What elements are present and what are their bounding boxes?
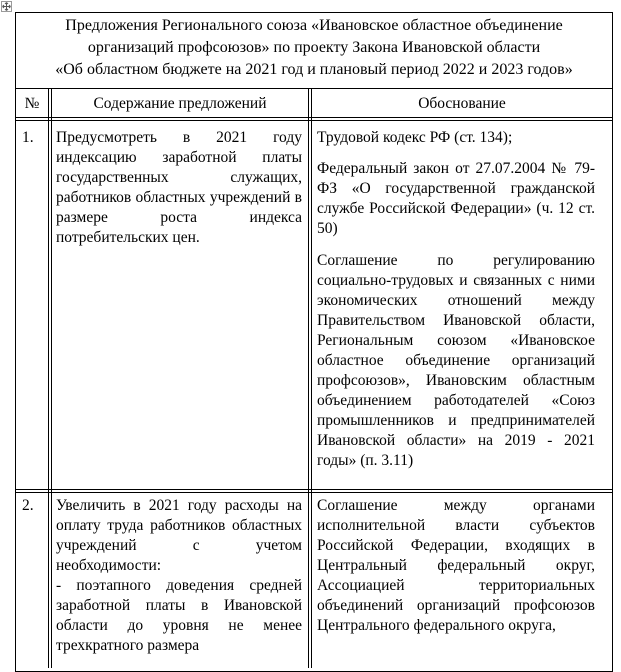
row-content — [56, 496, 302, 656]
row-content: Предусмотреть в 2021 году индексацию заработной платы государственных служащих, работников областных учреждений в размере роста индекса потребительских цен. — [56, 129, 302, 246]
header-basis: Обоснование — [418, 95, 506, 112]
document-title — [16, 15, 612, 81]
table-divider — [15, 489, 613, 490]
table-divider — [15, 492, 613, 493]
content-paragraph: - поэтапного доведения средней заработной платы в Ивановской области до уровня не менее трехкратного размера — [56, 577, 302, 654]
title-line: Предложения Регионального союза «Ивановское областное объединение — [65, 17, 563, 34]
table-divider — [15, 88, 613, 89]
column-divider — [311, 88, 312, 668]
title-line: «Об областном бюджете на 2021 год и плановый период 2022 и 2023 годов» — [55, 61, 573, 78]
column-divider — [48, 88, 49, 668]
basis-paragraph: Соглашение по регулированию социально-трудовых и связанных с ними экономических отношений между Правительством Ивановской области, Региональным союзом «Ивановское областное объединение организаций профсоюзов», Ивановским областным объединением работодателей «Союз промышленников и предпринимателей Ивановской области» на 2019 - 2021 годы» (п. 3.11) — [317, 252, 595, 469]
basis-paragraph: Трудовой кодекс РФ (ст. 134); — [317, 129, 513, 146]
column-divider — [308, 88, 309, 668]
header-content: Содержание предложений — [93, 95, 267, 112]
row-basis — [317, 128, 595, 471]
row-basis — [317, 496, 595, 636]
title-line: организаций профсоюзов» по проекту Закона Ивановской области — [87, 39, 541, 56]
row-number: 2. — [22, 497, 34, 514]
table-move-handle-icon[interactable] — [1, 1, 12, 12]
table-divider — [15, 120, 613, 121]
table-divider — [15, 117, 613, 118]
row-number: 1. — [22, 129, 34, 146]
content-paragraph: Увеличить в 2021 году расходы на оплату труда работников областных учреждений с учетом необходимости: — [56, 497, 302, 574]
column-divider — [51, 88, 52, 668]
header-number: № — [24, 95, 40, 112]
basis-paragraph: Федеральный закон от 27.07.2004 № 79-ФЗ «О государственной гражданской службе Российской Федерации» (ч. 12 ст. 50) — [317, 160, 595, 237]
basis-paragraph: Соглашение между органами исполнительной власти субъектов Российской Федерации, входящих в Центральный федеральный округ, Ассоциацией территориальных объединений организаций профсоюзов Центрального федерального округа, — [317, 497, 595, 634]
